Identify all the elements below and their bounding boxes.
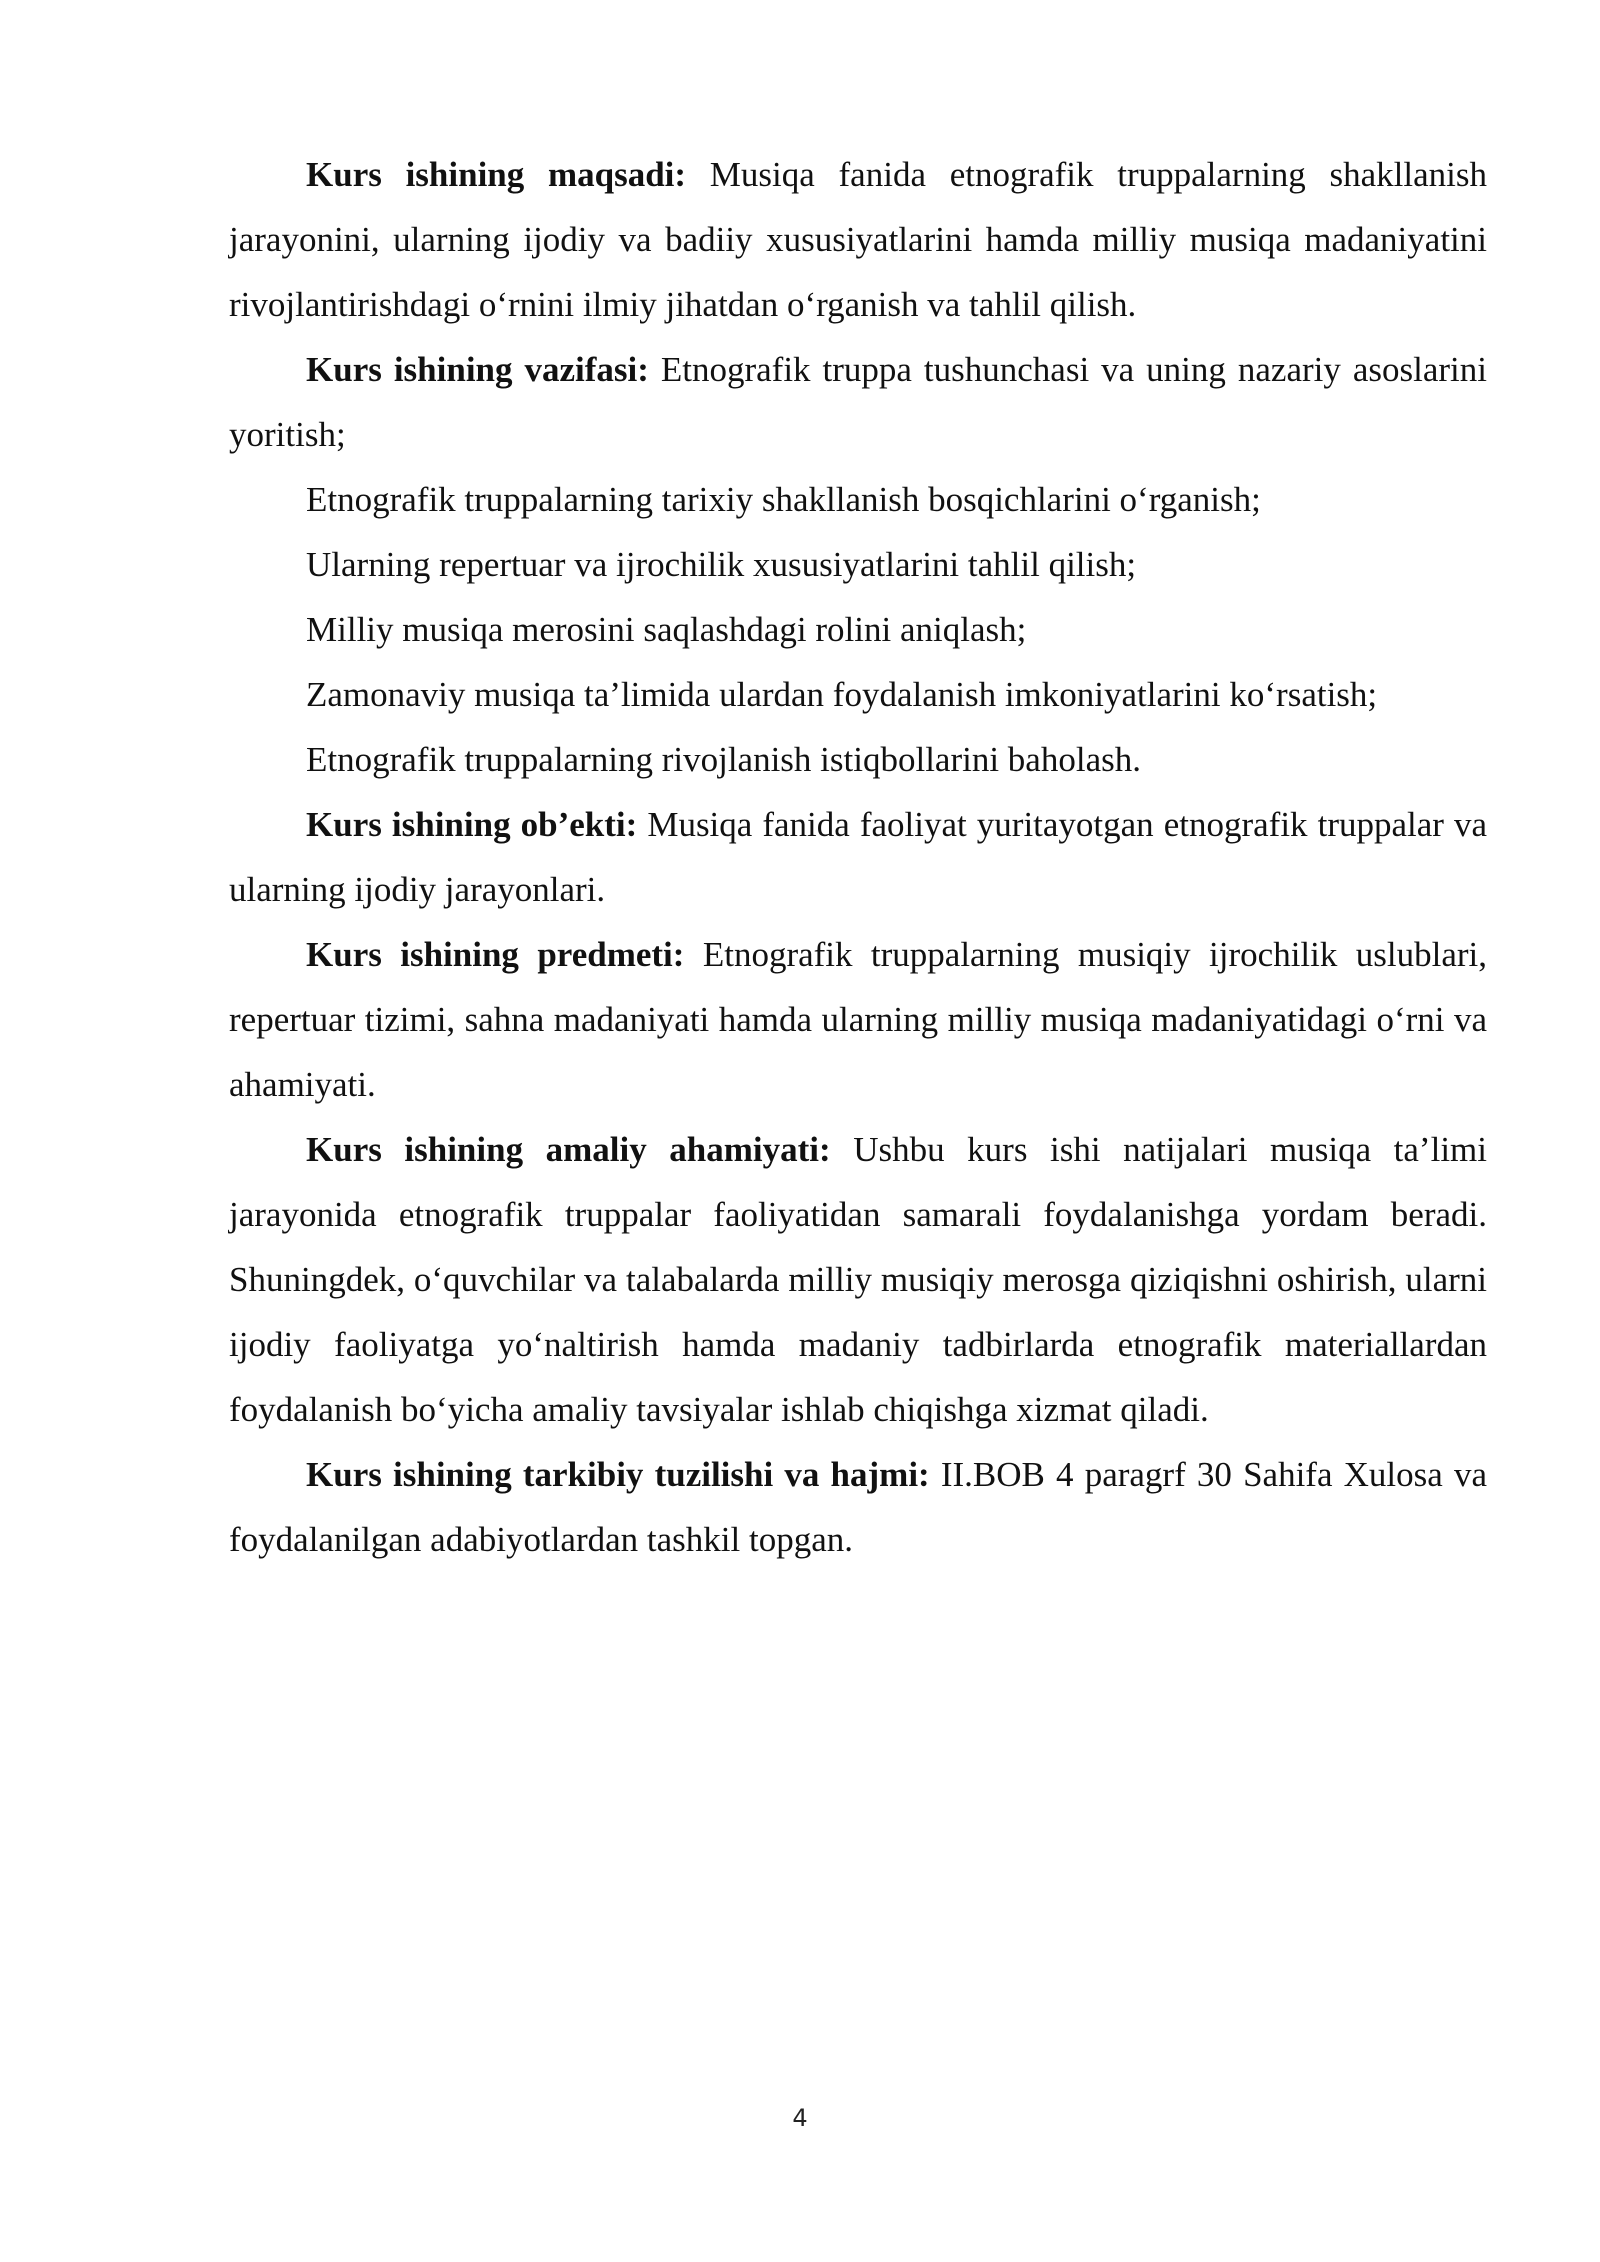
practical-text: Ushbu kurs ishi natijalari musiqa ta’limi jarayonida etnografik truppalar faoliyatidan samarali foydalanishga yordam beradi. Shuningdek, o‘quvchilar va talabalarda milliy musiqiy merosga qiziqishni oshirish, ularni ijodiy faoliyatga yo‘naltirish hamda madaniy tadbirlarda etnografik materiallardan foydalanish bo‘yicha amaliy tavsiyalar ishlab chiqishga xizmat qiladi. (229, 1130, 1487, 1429)
purpose-text: Musiqa fanida etnografik truppalarning shakllanish jarayonini, ularning ijodiy va badiiy xususiyatlarini hamda milliy musiqa madaniyatini rivojlantirishdagi o‘rnini ilmiy jihatdan o‘rganish va tahlil qilish. (229, 155, 1488, 324)
object-text: Musiqa fanida faoliyat yuritayotgan etnografik truppalar va ularning ijodiy jarayonlari. (229, 805, 1487, 909)
purpose-paragraph (229, 142, 1487, 337)
practical-label: Kurs ishining amaliy ahamiyati: (306, 1130, 831, 1169)
task-item: Etnografik truppalarning rivojlanish istiqbollarini baholash. (306, 740, 1141, 779)
task-item: Milliy musiqa merosini saqlashdagi rolini aniqlash; (306, 610, 1027, 649)
task-item: Zamonaviy musiqa ta’limida ulardan foydalanish imkoniyatlarini ko‘rsatish; (306, 675, 1378, 714)
task-item: Etnografik truppalarning tarixiy shakllanish bosqichlarini o‘rganish; (306, 480, 1261, 519)
task-item: Ularning repertuar va ijrochilik xususiyatlarini tahlil qilish; (306, 545, 1137, 584)
subject-label: Kurs ishining predmeti: (306, 935, 685, 974)
subject-text: Etnografik truppalarning musiqiy ijrochilik uslublari, repertuar tizimi, sahna madaniyati hamda ularning milliy musiqa madaniyatidagi o‘rni va ahamiyati. (229, 935, 1487, 1104)
object-paragraph (229, 792, 1487, 922)
purpose-label: Kurs ishining maqsadi: (306, 155, 687, 194)
tasks-paragraph (229, 337, 1487, 467)
practical-paragraph (229, 1117, 1487, 1442)
tasks-text: Etnografik truppa tushunchasi va uning nazariy asoslarini yoritish; (229, 350, 1487, 454)
tasks-label: Kurs ishining vazifasi: (306, 350, 649, 389)
page-body (229, 142, 1487, 1572)
structure-label: Kurs ishining tarkibiy tuzilishi va hajmi: (306, 1455, 930, 1494)
object-label: Kurs ishining ob’ekti: (306, 805, 638, 844)
page-number: 4 (792, 2104, 808, 2132)
structure-text: II.BOB 4 paragrf 30 Sahifa Xulosa va foydalanilgan adabiyotlardan tashkil topgan. (229, 1455, 1487, 1559)
subject-paragraph (229, 922, 1487, 1117)
structure-paragraph (229, 1442, 1487, 1572)
